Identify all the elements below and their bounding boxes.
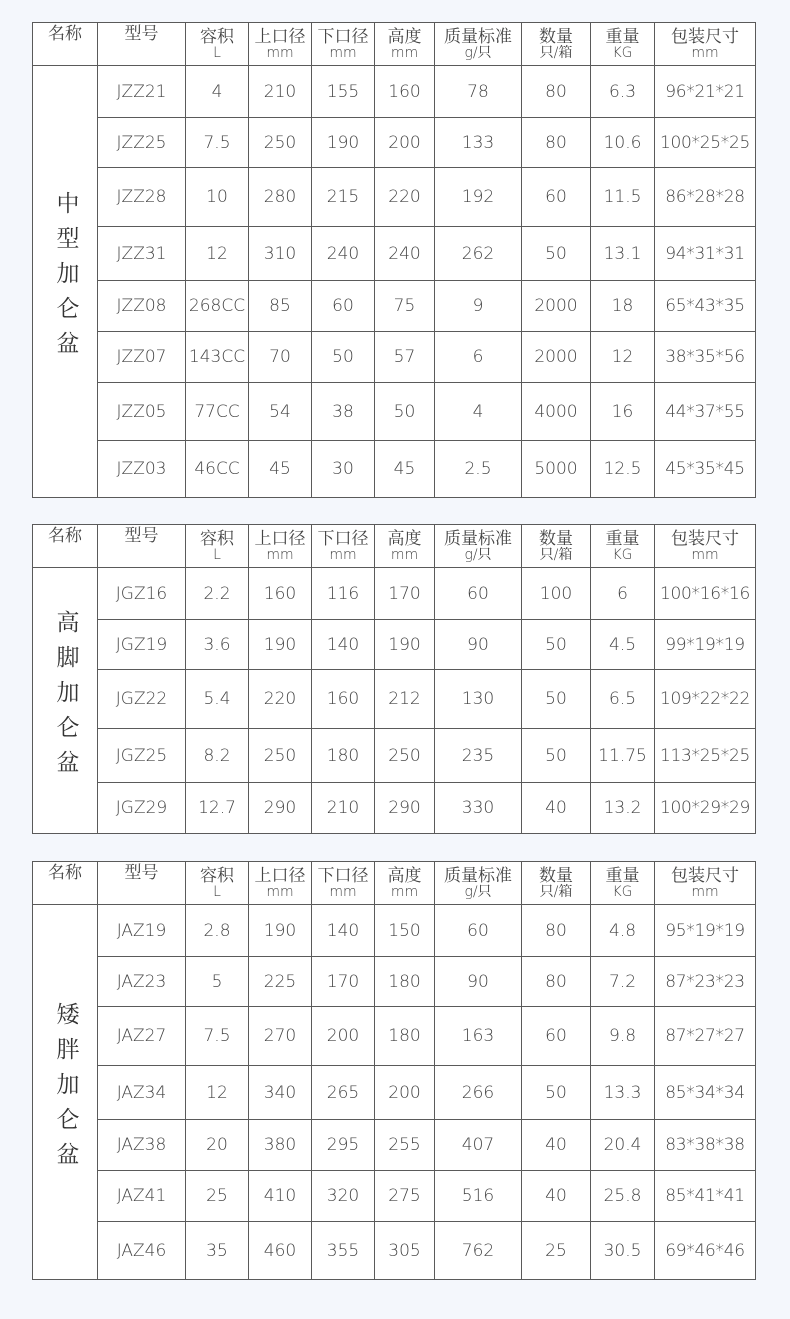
table-cell: JAZ41 [98,1171,186,1222]
table-cell: 83*38*38 [655,1120,756,1171]
table-cell: 9.8 [591,1007,655,1066]
column-header-unit: L [213,883,221,900]
column-header [655,862,756,905]
table-cell: 57 [375,332,435,383]
table-cell: 40 [522,783,591,834]
column-header-label: 包装尺寸 [671,26,739,47]
table-cell: 280 [249,168,312,227]
table-cell: 6 [435,332,522,383]
column-header-label: 名称 [48,24,82,44]
column-header-label: 容积 [200,528,234,549]
table-cell: 268CC [186,281,249,332]
column-header [186,525,249,568]
table-cell: 200 [375,1066,435,1120]
table-cell: 50 [522,1066,591,1120]
table-cell: 240 [312,227,375,281]
table-cell: 180 [375,1007,435,1066]
column-header-label: 高度 [387,528,422,549]
table-cell: 60 [522,1007,591,1066]
table-cell: 4 [186,66,249,118]
column-header-unit: mm [329,546,357,563]
table-cell: 20.4 [591,1120,655,1171]
table-cell: JZZ21 [98,66,186,118]
table-cell: 305 [375,1222,435,1280]
table-cell: 140 [312,905,375,957]
table-row [33,620,756,670]
table-row [33,1171,756,1222]
table-cell: 330 [435,783,522,834]
header-row [33,525,756,568]
column-header [186,23,249,66]
column-header-unit: mm [266,883,294,900]
spec-table-1 [32,22,756,498]
table-cell: 160 [249,568,312,620]
column-header [522,525,591,568]
table-cell: 12 [186,227,249,281]
header-row [33,23,756,66]
table-cell: 190 [249,905,312,957]
table-cell: 9 [435,281,522,332]
table-cell: 40 [522,1120,591,1171]
column-header [249,525,312,568]
table-cell: 210 [312,783,375,834]
table-cell: 266 [435,1066,522,1120]
column-header-label: 包装尺寸 [671,528,739,549]
table-cell: 7.5 [186,1007,249,1066]
table-cell: 340 [249,1066,312,1120]
table-cell: 2.2 [186,568,249,620]
table-cell: 95*19*19 [655,905,756,957]
table-cell: 20 [186,1120,249,1171]
column-header [375,525,435,568]
category-cell [33,66,98,498]
table-cell: 18 [591,281,655,332]
table-cell: 295 [312,1120,375,1171]
column-header [33,525,98,568]
table-row [33,1066,756,1120]
table-cell: 77CC [186,383,249,441]
header-row [33,862,756,905]
column-header-label: 上口径 [254,865,306,886]
table-cell: 460 [249,1222,312,1280]
table-row [33,1007,756,1066]
table-cell: 133 [435,118,522,168]
table-cell: 516 [435,1171,522,1222]
table-cell: JGZ25 [98,729,186,783]
column-header [186,862,249,905]
column-header-label: 型号 [124,863,159,883]
table-cell: 2.5 [435,441,522,498]
column-header-unit: mm [329,883,357,900]
table-cell: 220 [375,168,435,227]
table-cell: 140 [312,620,375,670]
column-header-label: 包装尺寸 [671,865,739,886]
table-cell: 54 [249,383,312,441]
table-cell: 5.4 [186,670,249,729]
column-header-unit: mm [266,44,294,61]
table-cell: 262 [435,227,522,281]
table-cell: 12 [591,332,655,383]
column-header [655,525,756,568]
table-cell: 16 [591,383,655,441]
table-cell: 180 [375,957,435,1007]
table-cell: 12.7 [186,783,249,834]
table-cell: 163 [435,1007,522,1066]
table-cell: 240 [375,227,435,281]
table-row [33,729,756,783]
column-header-unit: 只/箱 [539,883,573,900]
column-header [375,23,435,66]
table-cell: 5000 [522,441,591,498]
table-cell: 10.6 [591,118,655,168]
table-cell: 50 [312,332,375,383]
column-header [591,862,655,905]
table-cell: 11.5 [591,168,655,227]
table-cell: JGZ19 [98,620,186,670]
table-cell: 155 [312,66,375,118]
table-cell: 50 [522,670,591,729]
table-row [33,66,756,118]
column-header [33,23,98,66]
column-header [522,23,591,66]
table-cell: JZZ08 [98,281,186,332]
table-cell: 80 [522,905,591,957]
table-cell: 78 [435,66,522,118]
table-row [33,783,756,834]
table-row [33,168,756,227]
column-header [312,862,375,905]
column-header-unit: mm [390,883,419,900]
table-cell: 265 [312,1066,375,1120]
table-row [33,905,756,957]
table-cell: 290 [249,783,312,834]
table-cell: 60 [522,168,591,227]
column-header-label: 质量标准 [444,26,512,47]
column-header-label: 重量 [605,865,640,886]
table-cell: JZZ31 [98,227,186,281]
table-row [33,118,756,168]
table-cell: 190 [312,118,375,168]
column-header-unit: 只/箱 [539,546,573,563]
column-header [98,23,186,66]
table-cell: 50 [522,729,591,783]
table-cell: 270 [249,1007,312,1066]
table-cell: 160 [375,66,435,118]
table-cell: JGZ29 [98,783,186,834]
table-cell: 80 [522,66,591,118]
table-cell: JAZ19 [98,905,186,957]
table-cell: 94*31*31 [655,227,756,281]
table-cell: 40 [522,1171,591,1222]
column-header-label: 质量标准 [444,528,512,549]
table-cell: JAZ34 [98,1066,186,1120]
column-header [435,525,522,568]
column-header-label: 数量 [539,528,573,549]
table-row [33,383,756,441]
table-cell: 4.8 [591,905,655,957]
table-cell: 38 [312,383,375,441]
column-header-label: 上口径 [254,528,306,549]
table-row [33,670,756,729]
table-cell: 13.2 [591,783,655,834]
table-cell: 7.5 [186,118,249,168]
column-header [435,862,522,905]
column-header-label: 数量 [539,26,573,47]
table-cell: 45*35*45 [655,441,756,498]
table-cell: 2.8 [186,905,249,957]
table-cell: 12.5 [591,441,655,498]
table-cell: 100 [522,568,591,620]
column-header [249,862,312,905]
column-header-label: 质量标准 [444,865,512,886]
column-header-label: 高度 [387,865,422,886]
table-cell: 90 [435,957,522,1007]
table-cell: 235 [435,729,522,783]
table-cell: 25 [186,1171,249,1222]
column-header [591,525,655,568]
table-cell: 25.8 [591,1171,655,1222]
column-header-label: 重量 [605,528,640,549]
table-cell: 87*23*23 [655,957,756,1007]
table-cell: 3.6 [186,620,249,670]
table-cell: 60 [312,281,375,332]
table-cell: 250 [249,729,312,783]
table-cell: 70 [249,332,312,383]
table-cell: JAZ38 [98,1120,186,1171]
column-header [375,862,435,905]
table-cell: 320 [312,1171,375,1222]
spec-table-2 [32,524,756,834]
table-cell: 11.75 [591,729,655,783]
column-header [591,23,655,66]
table-cell: 50 [375,383,435,441]
table-cell: 85*34*34 [655,1066,756,1120]
column-header-unit: KG [612,546,633,563]
table-cell: 80 [522,957,591,1007]
column-header-unit: g/只 [464,883,492,900]
table-cell: 160 [312,670,375,729]
column-header-label: 容积 [200,865,234,886]
table-cell: 143CC [186,332,249,383]
table-cell: 4.5 [591,620,655,670]
table-cell: 65*43*35 [655,281,756,332]
table-cell: 290 [375,783,435,834]
table-cell: 86*28*28 [655,168,756,227]
column-header-unit: KG [612,44,633,61]
column-header-label: 重量 [605,26,640,47]
table-cell: 75 [375,281,435,332]
table-cell: 45 [375,441,435,498]
column-header-unit: mm [329,44,357,61]
table-cell: 250 [249,118,312,168]
table-row [33,1120,756,1171]
table-cell: 2000 [522,281,591,332]
table-cell: 275 [375,1171,435,1222]
table-cell: 130 [435,670,522,729]
table-cell: 225 [249,957,312,1007]
table-row [33,568,756,620]
column-header-unit: mm [691,44,719,61]
table-cell: 8.2 [186,729,249,783]
table-cell: 6.3 [591,66,655,118]
table-cell: 30.5 [591,1222,655,1280]
table-cell: 255 [375,1120,435,1171]
table-cell: 190 [375,620,435,670]
table-row [33,441,756,498]
column-header-unit: KG [612,883,633,900]
table-cell: 13.1 [591,227,655,281]
column-header-unit: 只/箱 [539,44,573,61]
table-cell: 192 [435,168,522,227]
table-cell: 25 [522,1222,591,1280]
column-header-unit: mm [266,546,294,563]
category-cell [33,905,98,1280]
table-cell: 355 [312,1222,375,1280]
column-header-label: 上口径 [254,26,306,47]
table-cell: 30 [312,441,375,498]
column-header-unit: mm [691,546,719,563]
table-cell: 85*41*41 [655,1171,756,1222]
column-header-label: 高度 [387,26,422,47]
column-header [312,23,375,66]
table-cell: 12 [186,1066,249,1120]
table-cell: 13.3 [591,1066,655,1120]
column-header-label: 名称 [48,863,82,883]
table-cell: 6 [591,568,655,620]
table-cell: 4000 [522,383,591,441]
table-cell: 69*46*46 [655,1222,756,1280]
table-cell: 200 [312,1007,375,1066]
table-row [33,227,756,281]
table-cell: 215 [312,168,375,227]
column-header [655,23,756,66]
table-cell: 38*35*56 [655,332,756,383]
column-header-unit: mm [390,44,419,61]
column-header [98,525,186,568]
column-header [98,862,186,905]
table-cell: 407 [435,1120,522,1171]
table-cell: 44*37*55 [655,383,756,441]
column-header-unit: mm [691,883,719,900]
table-cell: 210 [249,66,312,118]
column-header [33,862,98,905]
table-cell: 212 [375,670,435,729]
table-cell: JAZ23 [98,957,186,1007]
table-cell: JZZ05 [98,383,186,441]
table-cell: 2000 [522,332,591,383]
table-cell: 60 [435,568,522,620]
table-cell: 80 [522,118,591,168]
table-cell: 90 [435,620,522,670]
table-cell: 6.5 [591,670,655,729]
column-header-label: 下口径 [317,865,369,886]
table-cell: 113*25*25 [655,729,756,783]
table-cell: 46CC [186,441,249,498]
table-cell: 116 [312,568,375,620]
table-cell: 50 [522,227,591,281]
table-cell: JZZ28 [98,168,186,227]
column-header-unit: L [213,546,221,563]
column-header-label: 数量 [539,865,573,886]
spec-table-3 [32,861,756,1280]
table-cell: JAZ46 [98,1222,186,1280]
table-cell: 100*29*29 [655,783,756,834]
column-header [522,862,591,905]
table-cell: JGZ16 [98,568,186,620]
table-cell: 85 [249,281,312,332]
table-cell: 60 [435,905,522,957]
table-row [33,281,756,332]
table-cell: 10 [186,168,249,227]
table-cell: 100*16*16 [655,568,756,620]
table-cell: 170 [312,957,375,1007]
column-header-unit: mm [390,546,419,563]
column-header-label: 下口径 [317,26,369,47]
table-cell: 4 [435,383,522,441]
table-cell: 170 [375,568,435,620]
category-label: 高脚加仑盆 [52,610,79,785]
table-cell: 35 [186,1222,249,1280]
table-cell: JGZ22 [98,670,186,729]
column-header-label: 下口径 [317,528,369,549]
table-cell: 200 [375,118,435,168]
column-header [249,23,312,66]
table-row [33,332,756,383]
table-cell: 50 [522,620,591,670]
column-header-label: 容积 [200,26,234,47]
column-header [312,525,375,568]
table-cell: 7.2 [591,957,655,1007]
table-cell: 100*25*25 [655,118,756,168]
column-header-unit: g/只 [464,546,492,563]
category-label: 矮胖加仑盆 [52,1001,79,1177]
column-header-unit: g/只 [464,44,492,61]
table-cell: JZZ25 [98,118,186,168]
category-cell [33,568,98,834]
table-cell: JAZ27 [98,1007,186,1066]
column-header-label: 名称 [48,526,82,546]
column-header [435,23,522,66]
table-cell: 190 [249,620,312,670]
category-label: 中型加仑盆 [52,191,79,366]
table-cell: 310 [249,227,312,281]
table-cell: 5 [186,957,249,1007]
table-cell: 410 [249,1171,312,1222]
column-header-label: 型号 [124,526,159,546]
table-row [33,1222,756,1280]
table-cell: 87*27*27 [655,1007,756,1066]
table-cell: 380 [249,1120,312,1171]
table-cell: JZZ03 [98,441,186,498]
table-cell: 762 [435,1222,522,1280]
table-cell: 96*21*21 [655,66,756,118]
table-cell: 109*22*22 [655,670,756,729]
table-cell: 150 [375,905,435,957]
table-cell: 220 [249,670,312,729]
table-cell: 180 [312,729,375,783]
table-row [33,957,756,1007]
table-cell: JZZ07 [98,332,186,383]
column-header-label: 型号 [124,24,159,44]
column-header-unit: L [213,44,221,61]
table-cell: 99*19*19 [655,620,756,670]
table-cell: 250 [375,729,435,783]
table-cell: 45 [249,441,312,498]
